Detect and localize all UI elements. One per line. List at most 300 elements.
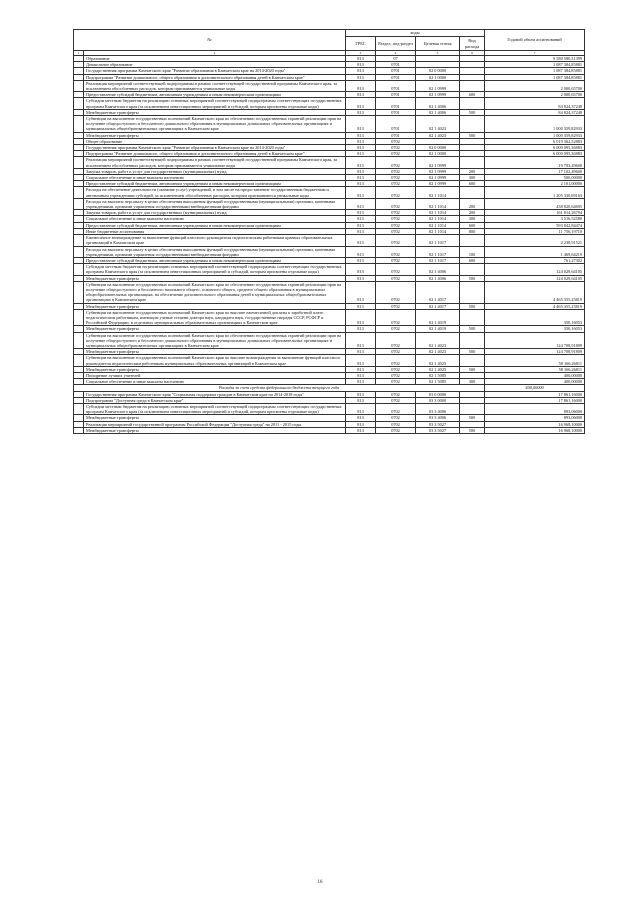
item-name-cell: Межбюджетные трансферты (84, 366, 346, 372)
header-codes: коды (346, 30, 485, 37)
amount-cell: 16 968,10000 (485, 421, 585, 427)
grbs-cell: 813 (346, 427, 376, 433)
amount-cell: 2 230,91521 (485, 235, 585, 246)
row-number-cell (74, 403, 84, 414)
csr-cell: 02 1 4017 (416, 303, 460, 309)
column-number: 5 (416, 51, 460, 56)
grbs-cell: 813 (346, 56, 376, 62)
grbs-cell: 813 (346, 326, 376, 332)
csr-cell: 02 1 1017 (416, 257, 460, 263)
amount-cell: 16 968,10000 (485, 427, 585, 433)
amount-cell: 6 000 095,36883 (485, 145, 585, 151)
column-number: 2 (84, 51, 346, 56)
vr-cell (460, 309, 485, 326)
grbs-cell: 813 (346, 92, 376, 98)
item-name-cell: Межбюджетные трансферты (84, 427, 346, 433)
item-name-cell: Поощрение лучших учителей (84, 372, 346, 378)
table-row (74, 309, 585, 326)
csr-cell: 03 3 0000 (416, 397, 460, 403)
column-number: 1 (74, 51, 84, 56)
grbs-cell: 813 (346, 80, 376, 91)
vr-cell: 500 (460, 427, 485, 433)
grbs-cell: 813 (346, 151, 376, 157)
row-number-cell (74, 281, 84, 303)
amount-cell: 400,00000 (485, 379, 585, 385)
item-name-cell: Субвенции на выполнение государственных полномочий Камчатского края по обеспечению государственных гарантий реализации прав на получение общедоступного и бесплатного начального общего, основного общего, среднего общего образования в муниципальных общеобразовательных организациях, на обеспечение дополнительного образования детей в муниципальных общеобразовательных организациях в Камчатском крае (84, 281, 346, 303)
amount-cell: 438 820,64695 (485, 198, 585, 209)
razdel-cell: 0702 (376, 222, 416, 228)
vr-cell: 600 (460, 257, 485, 263)
grbs-cell: 813 (346, 275, 376, 281)
csr-cell: 02 1 5085 (416, 372, 460, 378)
vr-cell (460, 187, 485, 198)
razdel-cell: 0701 (376, 62, 416, 68)
razdel-cell: 0702 (376, 228, 416, 234)
razdel-cell: 0702 (376, 355, 416, 366)
item-name-cell: Закупка товаров, работ и услуг для государственных (муниципальных) нужд (84, 168, 346, 174)
table-row (74, 98, 585, 109)
table-row (74, 157, 585, 168)
csr-cell: 02 1 4006 (416, 98, 460, 109)
razdel-cell: 0702 (376, 421, 416, 427)
csr-cell: 02 1 4019 (416, 309, 460, 326)
item-name-cell: Расходы на выплаты персоналу в целях обеспечения выполнения функций государственными (муниципальными) органами, казенными учреждениями, органами управления государственными внебюджетными фондами (84, 246, 346, 257)
page-number: 16 (317, 880, 323, 885)
grbs-cell: 813 (346, 98, 376, 109)
razdel-cell: 0701 (376, 116, 416, 133)
csr-cell: 02 1 4023 (416, 332, 460, 349)
amount-cell: 19 703,49600 (485, 157, 585, 168)
csr-cell: 02 1 1014 (416, 187, 460, 198)
razdel-cell: 0702 (376, 275, 416, 281)
razdel-cell: 0702 (376, 332, 416, 349)
vr-cell (460, 355, 485, 366)
amount-cell: 893,06000 (485, 415, 585, 421)
item-name-cell: Межбюджетные трансферты (84, 349, 346, 355)
razdel-cell: 0702 (376, 303, 416, 309)
amount-cell: 350,16053 (485, 309, 585, 326)
razdel-cell: 0702 (376, 157, 416, 168)
amount-cell: 58 166,26811 (485, 366, 585, 372)
grbs-cell: 813 (346, 109, 376, 115)
razdel-cell: 0702 (376, 391, 416, 397)
item-name-cell: Межбюджетные трансферты (84, 415, 346, 421)
table-row (74, 355, 585, 366)
razdel-cell: 0701 (376, 98, 416, 109)
row-number-cell (74, 264, 84, 275)
budget-table (73, 29, 585, 434)
grbs-cell: 813 (346, 235, 376, 246)
amount-cell: 2 000,65700 (485, 92, 585, 98)
razdel-cell: 0701 (376, 74, 416, 80)
razdel-cell: 0702 (376, 403, 416, 414)
vr-cell (460, 332, 485, 349)
table-row (74, 116, 585, 133)
vr-cell: 500 (460, 109, 485, 115)
csr-cell: 03 3 4006 (416, 403, 460, 414)
razdel-cell: 0702 (376, 379, 416, 385)
csr-cell: 02 1 1014 (416, 210, 460, 216)
amount-cell: 1 000 359,82933 (485, 132, 585, 138)
razdel-cell: 0702 (376, 264, 416, 275)
item-name-cell: Предоставление субсидий бюджетным, автономным учреждениям и иным некоммерческим организациям (84, 92, 346, 98)
vr-cell: 500 (460, 132, 485, 138)
csr-cell: 02 1 1014 (416, 198, 460, 209)
csr-cell: 03 3 5027 (416, 421, 460, 427)
item-name-cell: Закупка товаров, работ и услуг для государственных (муниципальных) нужд (84, 210, 346, 216)
csr-cell: 02 1 4019 (416, 326, 460, 332)
csr-cell: 02 0 0000 (416, 68, 460, 74)
csr-cell: 02 1 1017 (416, 235, 460, 246)
amount-cell: 124 029,64105 (485, 275, 585, 281)
header-row-1 (74, 30, 585, 37)
item-name-cell: Социальное обеспечение и иные выплаты населению (84, 379, 346, 385)
csr-cell: 02 0 0000 (416, 145, 460, 151)
amount-cell: 761,27302 (485, 257, 585, 263)
grbs-cell: 813 (346, 175, 376, 181)
vr-cell: 500 (460, 349, 485, 355)
razdel-cell: 0702 (376, 175, 416, 181)
amount-cell: 124 029,64105 (485, 264, 585, 275)
amount-cell: 17 861,16000 (485, 391, 585, 397)
item-name-cell: Подпрограмма "Развитие дошкольного, общего образования и дополнительного образования детей в Камчатском крае" (84, 151, 346, 157)
csr-cell: 02 1 0000 (416, 151, 460, 157)
grbs-cell: 813 (346, 415, 376, 421)
row-number-cell (74, 309, 84, 326)
csr-cell: 02 1 4023 (416, 132, 460, 138)
grbs-cell: 813 (346, 257, 376, 263)
item-name-cell: Межбюджетные трансферты (84, 132, 346, 138)
column-number: 4 (376, 51, 416, 56)
item-name-cell: Реализация мероприятий соответствующей подпрограммы в рамках соответствующей государственной программы Камчатского края, за исключением обособленных расходов, которым присваиваются уникальные коды (84, 80, 346, 91)
item-name-cell: Реализация мероприятий государственной программы Российской Федерации "Доступная среда" на 2011 - 2015 годы (84, 421, 346, 427)
razdel-cell: 07 (376, 56, 416, 62)
vr-cell: 300 (460, 379, 485, 385)
csr-cell: 02 1 4006 (416, 109, 460, 115)
grbs-cell: 813 (346, 403, 376, 414)
grbs-cell: 813 (346, 187, 376, 198)
item-name-cell: Субвенции на выполнение государственных полномочий Камчатского края по обеспечению государственных гарантий реализации прав на получение общедоступного и бесплатного дошкольного образования в муниципальных дошкольных образовательных организациях и муниципальных общеобразовательных организациях в Камчатском крае (84, 332, 346, 349)
item-name-cell: Субвенции на выполнение государственных полномочий Камчатского края по обеспечению государственных гарантий реализации прав на получение общедоступного и бесплатного дошкольного образования в муниципальных дошкольных образовательных организациях и муниципальных общеобразовательных организациях в Камчатском крае (84, 116, 346, 133)
amount-cell: 2 101,00000 (485, 181, 585, 187)
document-page (73, 29, 584, 434)
amount-cell: 124 708,91809 (485, 332, 585, 349)
vr-cell (460, 281, 485, 303)
item-name-cell: Межбюджетные трансферты (84, 303, 346, 309)
vr-cell (460, 403, 485, 414)
vr-cell (460, 264, 485, 275)
vr-cell: 100 (460, 246, 485, 257)
grbs-cell: 813 (346, 222, 376, 228)
razdel-cell: 0702 (376, 257, 416, 263)
row-number-cell (74, 157, 84, 168)
grbs-cell: 813 (346, 74, 376, 80)
csr-cell: 02 1 0999 (416, 175, 460, 181)
grbs-cell: 813 (346, 355, 376, 366)
amount-cell: 17 102,49600 (485, 168, 585, 174)
grbs-cell: 813 (346, 145, 376, 151)
csr-cell: 02 1 0999 (416, 181, 460, 187)
amount-cell: 400,00000 (485, 372, 585, 378)
csr-cell: 02 1 1017 (416, 246, 460, 257)
amount-cell: 4 465 355,25819 (485, 281, 585, 303)
item-name-cell: Государственная программа Камчатского края "Развитие образования в Камчатском крае на 2014-2020 годы" (84, 68, 346, 74)
razdel-cell: 0702 (376, 366, 416, 372)
razdel-cell: 0702 (376, 326, 416, 332)
table-row (74, 198, 585, 209)
vr-cell: 300 (460, 175, 485, 181)
vr-cell: 500 (460, 303, 485, 309)
item-name-cell: Субсидии местным бюджетам на реализацию основных мероприятий соответствующей подпрограммы соответствующих государственных программ Камчатского края (за исключением инвестиционных мероприятий и субсидий, которым присвоены отдельные коды) (84, 264, 346, 275)
amount-cell: 124 708,91809 (485, 349, 585, 355)
amount-cell: 1 087 384,85881 (485, 62, 585, 68)
table-row (74, 264, 585, 275)
grbs-cell: 813 (346, 168, 376, 174)
grbs-cell: 813 (346, 216, 376, 222)
amount-cell: 400,00000 (485, 385, 585, 391)
vr-cell: 500 (460, 415, 485, 421)
vr-cell (460, 98, 485, 109)
item-name-cell: Расходы на выплаты персоналу в целях обеспечения выполнения функций государственными (муниципальными) органами, казенными учреждениями, органами управления государственными внебюджетными фондами (84, 198, 346, 209)
table-row (74, 403, 585, 414)
amount-cell: 593 842,84474 (485, 222, 585, 228)
vr-cell: 600 (460, 222, 485, 228)
amount-cell: 161 814,26794 (485, 210, 585, 216)
grbs-cell: 813 (346, 397, 376, 403)
grbs-cell: 813 (346, 264, 376, 275)
vr-cell: 600 (460, 92, 485, 98)
csr-cell: 02 1 4006 (416, 264, 460, 275)
grbs-cell: 813 (346, 138, 376, 144)
razdel-cell: 0702 (376, 138, 416, 144)
table-row (74, 187, 585, 198)
vr-cell (460, 235, 485, 246)
csr-cell: 03 0 0000 (416, 391, 460, 397)
vr-cell: 500 (460, 366, 485, 372)
item-name-cell: Образование (84, 56, 346, 62)
item-name-cell: Предоставление субсидий бюджетным, автономным учреждениям и иным некоммерческим организациям (84, 257, 346, 263)
razdel-cell: 0701 (376, 68, 416, 74)
razdel-cell: 0702 (376, 198, 416, 209)
row-number-cell (74, 246, 84, 257)
razdel-cell: 0702 (376, 145, 416, 151)
header-razdel: Раздел, под-раздел (376, 37, 416, 51)
table-row (74, 332, 585, 349)
grbs-cell: 813 (346, 281, 376, 303)
amount-cell: 1 205 330,69163 (485, 187, 585, 198)
item-name-cell: Подпрограмма "Развитие дошкольного, общего образования и дополнительного образования детей в Камчатском крае" (84, 74, 346, 80)
razdel-cell: 0702 (376, 216, 416, 222)
amount-cell: 84 824,37248 (485, 109, 585, 115)
amount-cell: 1 087 384,85881 (485, 68, 585, 74)
grbs-cell: 813 (346, 228, 376, 234)
razdel-cell: 0702 (376, 281, 416, 303)
row-number-cell (74, 332, 84, 349)
table-row (74, 427, 585, 433)
table-row (74, 281, 585, 303)
item-name-cell: Государственная программа Камчатского края "Развитие образования в Камчатском крае на 2014-2020 годы" (84, 145, 346, 151)
csr-cell: 02 1 4023 (416, 116, 460, 133)
csr-cell: 02 1 1014 (416, 222, 460, 228)
item-name-cell: Социальное обеспечение и иные выплаты населению (84, 175, 346, 181)
grbs-cell: 813 (346, 421, 376, 427)
vr-cell (460, 80, 485, 91)
row-number-cell (74, 98, 84, 109)
grbs-cell: 813 (346, 62, 376, 68)
note-text: Расходы за счет средств федерального бюджета текущего года (74, 385, 485, 391)
grbs-cell: 813 (346, 309, 376, 326)
item-name-cell: Иные бюджетные ассигнования (84, 228, 346, 234)
item-name-cell: Расходы на обеспечение деятельности (оказание услуг) учреждений, в том числе на предоставление государственным бюджетным и автономным учреждениям субсидий, за исключением обособленных расходов, которым присваиваются уникальные коды (84, 187, 346, 198)
grbs-cell: 813 (346, 116, 376, 133)
row-number-cell (74, 80, 84, 91)
razdel-cell: 0702 (376, 349, 416, 355)
item-name-cell: Субвенции на выполнение государственных полномочий Камчатского края по выплате ежемесячной доплаты к заработной плате педагогическим работникам, имеющим ученые степени доктора наук, кандидата наук, государственные награды СССР, РСФСР и Российской Федерации, в отдельных муниципальных образовательных организациях в Камчатском крае (84, 309, 346, 326)
amount-cell: 58 166,26811 (485, 355, 585, 366)
grbs-cell: 813 (346, 246, 376, 257)
column-number: 7 (485, 51, 585, 56)
row-number-cell (74, 187, 84, 198)
row-number-cell (74, 198, 84, 209)
vr-cell: 600 (460, 181, 485, 187)
csr-cell: 02 1 4017 (416, 281, 460, 303)
amount-cell: 84 824,37248 (485, 98, 585, 109)
csr-cell: 02 1 4023 (416, 349, 460, 355)
table-row (74, 235, 585, 246)
amount-cell: 6 000 095,36883 (485, 151, 585, 157)
row-number-cell (74, 116, 84, 133)
amount-cell: 2 000,65700 (485, 80, 585, 91)
item-name-cell: Предоставление субсидий бюджетным, автономным учреждениям и иным некоммерческим организациям (84, 181, 346, 187)
table-row (74, 246, 585, 257)
vr-cell: 800 (460, 228, 485, 234)
header-vr: Вид расхода (460, 37, 485, 51)
razdel-cell: 0702 (376, 415, 416, 421)
amount-cell: 9 580 580,31399 (485, 56, 585, 62)
csr-cell: 02 1 0999 (416, 92, 460, 98)
item-name-cell: Ежемесячное вознаграждение за выполнение функций классного руководителя педагогическим работникам краевых образовательных организаций в Камчатском крае (84, 235, 346, 246)
razdel-cell: 0702 (376, 151, 416, 157)
amount-cell: 4 465 355,25819 (485, 303, 585, 309)
row-number-cell (74, 235, 84, 246)
item-name-cell: Межбюджетные трансферты (84, 326, 346, 332)
item-name-cell: Подпрограмма "Доступная среда в Камчатском крае" (84, 397, 346, 403)
vr-cell: 300 (460, 216, 485, 222)
item-name-cell: Социальное обеспечение и иные выплаты населению (84, 216, 346, 222)
razdel-cell: 0702 (376, 235, 416, 246)
csr-cell: 02 1 0000 (416, 74, 460, 80)
table-body (74, 56, 585, 434)
table-row (74, 80, 585, 91)
vr-cell (460, 157, 485, 168)
amount-cell: 350,16053 (485, 326, 585, 332)
row-number-cell (74, 427, 84, 433)
razdel-cell: 0701 (376, 109, 416, 115)
vr-cell: 500 (460, 326, 485, 332)
amount-cell: 17 861,16000 (485, 397, 585, 403)
csr-cell: 02 1 0999 (416, 80, 460, 91)
grbs-cell: 813 (346, 210, 376, 216)
grbs-cell: 813 (346, 303, 376, 309)
amount-cell: 6 019 362,52883 (485, 138, 585, 144)
amount-cell: 3 516,52580 (485, 216, 585, 222)
csr-cell: 02 1 0999 (416, 157, 460, 168)
razdel-cell: 0701 (376, 80, 416, 91)
csr-cell: 02 1 4025 (416, 355, 460, 366)
vr-cell: 200 (460, 168, 485, 174)
razdel-cell: 0701 (376, 132, 416, 138)
csr-cell: 02 1 0999 (416, 168, 460, 174)
column-number: 3 (346, 51, 376, 56)
item-name-cell: Субвенции на выполнение государственных полномочий Камчатского края по выплате вознаграждения за выполнение функций классного руководителя педагогическим работникам муниципальных образовательных организаций в Камчатском крае (84, 355, 346, 366)
item-name-cell: Межбюджетные трансферты (84, 275, 346, 281)
vr-cell: 500 (460, 275, 485, 281)
item-name-cell: Реализация мероприятий соответствующей подпрограммы в рамках соответствующей государственной программы Камчатского края, за исключением обособленных расходов, которым присваиваются уникальные коды (84, 157, 346, 168)
item-name-cell: Государственная программа Камчатского края "Социальная поддержка граждан в Камчатском крае на 2014-2018 годы" (84, 391, 346, 397)
razdel-cell: 0702 (376, 397, 416, 403)
grbs-cell: 813 (346, 181, 376, 187)
header-grbs: ГРБС (346, 37, 376, 51)
vr-cell: 200 (460, 210, 485, 216)
grbs-cell: 813 (346, 332, 376, 349)
grbs-cell: 813 (346, 349, 376, 355)
grbs-cell: 813 (346, 157, 376, 168)
amount-cell: 11 756,19710 (485, 228, 585, 234)
item-name-cell: Межбюджетные трансферты (84, 109, 346, 115)
razdel-cell: 0702 (376, 181, 416, 187)
vr-cell (460, 116, 485, 133)
razdel-cell: 0702 (376, 427, 416, 433)
csr-cell: 02 1 4025 (416, 366, 460, 372)
csr-cell: 02 1 1014 (416, 216, 460, 222)
item-name-cell: Предоставление субсидий бюджетным, автономным учреждениям и иным некоммерческим организациям (84, 222, 346, 228)
vr-cell: 200 (460, 198, 485, 209)
grbs-cell: 813 (346, 68, 376, 74)
amount-cell: 1 469,64219 (485, 246, 585, 257)
header-amount: Годовой объем ассигнований (485, 30, 585, 51)
grbs-cell: 813 (346, 366, 376, 372)
razdel-cell: 0701 (376, 92, 416, 98)
csr-cell: 03 3 4006 (416, 415, 460, 421)
razdel-cell: 0702 (376, 210, 416, 216)
razdel-cell: 0702 (376, 246, 416, 257)
header-csr: Целевая статья (416, 37, 460, 51)
grbs-cell: 813 (346, 372, 376, 378)
column-number: 6 (460, 51, 485, 56)
grbs-cell: 813 (346, 391, 376, 397)
csr-cell: 03 3 5027 (416, 427, 460, 433)
amount-cell: 893,06000 (485, 403, 585, 414)
csr-cell: 02 1 4006 (416, 275, 460, 281)
item-name-cell: Субсидии местным бюджетам на реализацию основных мероприятий соответствующей подпрограммы соответствующих государственных программ Камчатского края (за исключением инвестиционных мероприятий и субсидий, которым присвоены отдельные коды) (84, 403, 346, 414)
csr-cell: 02 1 1014 (416, 228, 460, 234)
amount-cell: 1 000 359,82933 (485, 116, 585, 133)
razdel-cell: 0702 (376, 187, 416, 198)
row-number-cell (74, 355, 84, 366)
item-name-cell: Общее образование (84, 138, 346, 144)
razdel-cell: 0702 (376, 168, 416, 174)
csr-cell: 02 1 5085 (416, 379, 460, 385)
amount-cell: 1 087 384,85881 (485, 74, 585, 80)
header-no: № (74, 30, 346, 51)
razdel-cell: 0702 (376, 372, 416, 378)
amount-cell: 500,00000 (485, 175, 585, 181)
item-name-cell: Дошкольное образование (84, 62, 346, 68)
grbs-cell: 813 (346, 379, 376, 385)
item-name-cell: Субсидии местным бюджетам на реализацию основных мероприятий соответствующей подпрограммы соответствующих государственных программ Камчатского края (за исключением инвестиционных мероприятий и субсидий, которым присвоены отдельные коды) (84, 98, 346, 109)
razdel-cell: 0702 (376, 309, 416, 326)
grbs-cell: 813 (346, 132, 376, 138)
